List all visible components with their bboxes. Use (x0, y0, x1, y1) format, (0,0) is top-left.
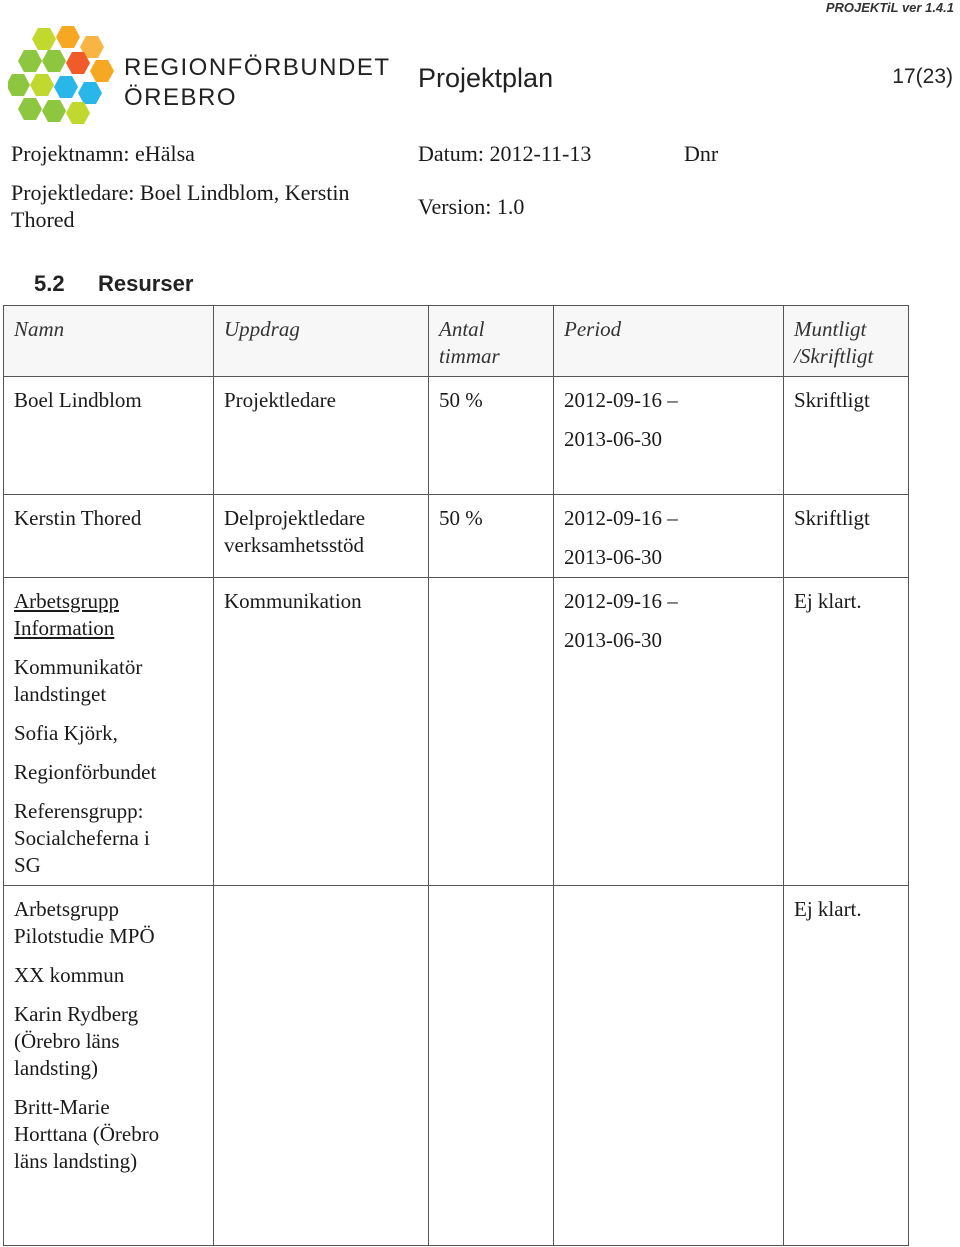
uppdrag-line2: verksamhetsstöd (224, 533, 364, 557)
cell-period (554, 377, 784, 495)
document-number-label: Dnr (684, 141, 719, 166)
project-name: Projektnamn: eHälsa (11, 141, 195, 166)
period-start: 2012-09-16 – (564, 388, 678, 412)
period-end: 2013-06-30 (564, 427, 662, 451)
header-muntligt-line1: Muntligt (794, 317, 867, 341)
header-muntligt-skriftligt (784, 306, 909, 377)
cell-namn (4, 886, 214, 1246)
cell-muntligt: Ej klart. (784, 886, 909, 1246)
section-heading (34, 271, 193, 297)
cell-period (554, 886, 784, 1246)
member-line: landstinget (14, 682, 107, 706)
member-line: SG (14, 853, 41, 877)
member-line: Socialcheferna i (14, 826, 150, 850)
cell-uppdrag (214, 495, 429, 578)
cell-muntligt: Skriftligt (784, 377, 909, 495)
group-title-line2: Information (14, 616, 115, 640)
cell-muntligt: Ej klart. (784, 578, 909, 886)
period-end: 2013-06-30 (564, 545, 662, 569)
cell-antal (429, 578, 554, 886)
period-start: 2012-09-16 – (564, 506, 678, 530)
header-namn: Namn (4, 306, 214, 377)
member-line: Kommunikatör (14, 655, 143, 679)
cell-antal (429, 886, 554, 1246)
section-number: 5.2 (34, 271, 65, 296)
cell-muntligt: Skriftligt (784, 495, 909, 578)
member-line: Pilotstudie MPÖ (14, 924, 155, 948)
cell-uppdrag: Kommunikation (214, 578, 429, 886)
section-title: Resurser (98, 271, 194, 296)
cell-namn (4, 578, 214, 886)
uppdrag-line1: Delprojektledare (224, 506, 366, 530)
member-line: (Örebro läns (14, 1029, 120, 1053)
cell-uppdrag (214, 886, 429, 1246)
table-row (4, 886, 909, 1246)
member-line: Horttana (Örebro (14, 1122, 160, 1146)
member-line: läns landsting) (14, 1149, 138, 1173)
cell-antal: 50 % (429, 377, 554, 495)
header-antal-line2: timmar (439, 344, 500, 368)
regionforbundet-logo (8, 22, 118, 130)
member-line: Referensgrupp: (14, 799, 144, 823)
member-line: Regionförbundet (14, 760, 157, 784)
period-end: 2013-06-30 (564, 628, 662, 652)
version-tag: PROJEKTiL ver 1.4.1 (825, 0, 954, 15)
document-title: Projektplan (418, 63, 554, 93)
document-date: Datum: 2012-11-13 (418, 141, 592, 166)
page-number: 17(23) (892, 65, 953, 88)
header-antal-line1: Antal (439, 317, 485, 341)
member-line: Sofia Kjörk, (14, 721, 118, 745)
member-line: Britt-Marie (14, 1095, 110, 1119)
table-row (4, 578, 909, 886)
cell-uppdrag: Projektledare (214, 377, 429, 495)
cell-antal: 50 % (429, 495, 554, 578)
resources-table (3, 305, 909, 1246)
table-header-row (4, 306, 909, 377)
cell-period (554, 578, 784, 886)
cell-namn: Boel Lindblom (4, 377, 214, 495)
header-muntligt-line2: /Skriftligt (794, 344, 874, 368)
member-line: Arbetsgrupp (14, 897, 119, 921)
member-line: Karin Rydberg (14, 1002, 139, 1026)
table-row (4, 495, 909, 578)
org-name-line2: ÖREBRO (124, 84, 238, 111)
header-uppdrag: Uppdrag (214, 306, 429, 377)
org-name-line1: REGIONFÖRBUNDET (124, 54, 391, 81)
header-period: Period (554, 306, 784, 377)
organization-name (124, 53, 391, 113)
project-leaders: Projektledare: Boel Lindblom, Kerstin Thored (11, 180, 350, 232)
member-line: XX kommun (14, 963, 125, 987)
cell-period (554, 495, 784, 578)
document-version: Version: 1.0 (418, 194, 525, 219)
group-title-line1: Arbetsgrupp (14, 589, 119, 613)
member-line: landsting) (14, 1056, 98, 1080)
table-row (4, 377, 909, 495)
period-start: 2012-09-16 – (564, 589, 678, 613)
cell-namn: Kerstin Thored (4, 495, 214, 578)
header-antal-timmar (429, 306, 554, 377)
